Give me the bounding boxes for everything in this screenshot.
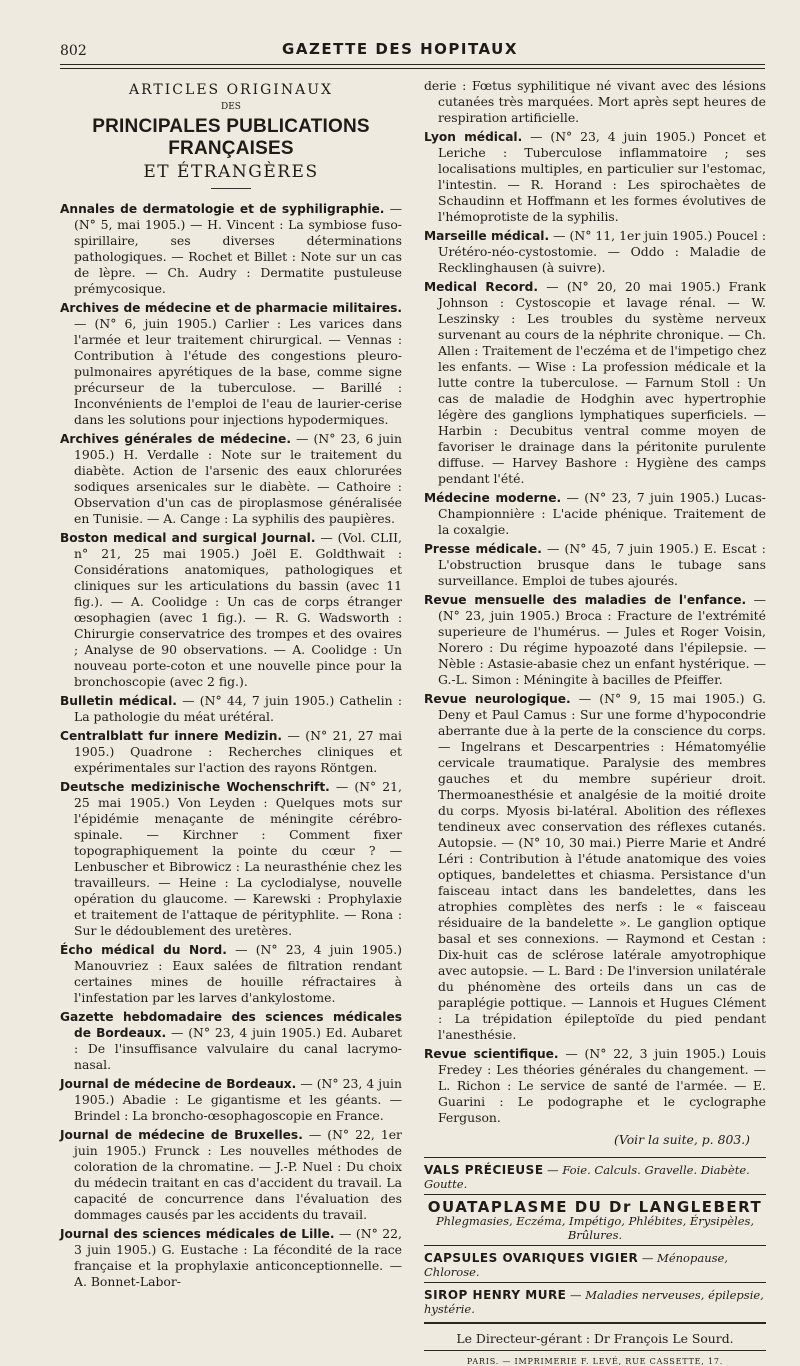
journal-title: Médecine moderne. <box>424 491 562 505</box>
running-title: GAZETTE DES HOPITAUX <box>282 40 518 58</box>
continued-note: (Voir la suite, p. 803.) <box>614 1132 750 1147</box>
journal-title: Revue scientifique. <box>424 1047 559 1061</box>
bibliography-entry <box>60 942 402 1006</box>
ad-sirop-name: SIROP HENRY MURE <box>424 1288 567 1302</box>
journal-title: Bulletin médical. <box>60 694 177 708</box>
journal-title: Annales de dermatologie et de syphiligraphie. <box>60 202 385 216</box>
entry-body: — (N° 23, 6 juin 1905.) H. Verdalle : Note sur le traitement du diabète. Action de l'arsenic des eaux chlorurées sodiques arsenicales sur le diabète. — Cathoire : Observation d'un cas de piroplasmose généralisée en Tunisie. — A. Cange : La syphilis des paupières. <box>74 431 403 526</box>
right-column <box>424 78 766 1366</box>
entry-body: — (N° 44, 7 juin 1905.) Cathelin : La pathologie du méat urétéral. <box>74 693 402 724</box>
entry-body: — (N° 23, 4 juin 1905.) Manouvriez : Eaux salées de filtration rendant certaines mines de houille réfractaires à l'infestation par les larves d'ankylostome. <box>74 942 402 1005</box>
bibliography-entry <box>60 300 402 428</box>
page-number: 802 <box>60 43 87 59</box>
bibliography-entry <box>60 530 402 690</box>
bibliography-entry <box>60 779 402 939</box>
journal-title: Revue mensuelle des maladies de l'enfance. <box>424 593 747 607</box>
ad-sirop <box>424 1282 766 1319</box>
bibliography-entry <box>60 201 402 297</box>
bibliography-entry <box>424 228 766 276</box>
entry-body: — (N° 23, 4 juin 1905.) Ed. Aubaret : De l'insuffisance valvulaire du canal lacrymo-nasal. <box>74 1025 402 1072</box>
bibliography-entry <box>424 279 766 487</box>
printer-line: PARIS. — IMPRIMERIE F. LEVÉ, RUE CASSETTE, 17. <box>424 1350 766 1366</box>
ad-vals-name: VALS PRÉCIEUSE <box>424 1163 544 1177</box>
entry-body: — (N° 23, 7 juin 1905.) Lucas-Championnière : L'acide phénique. Traitement de la coxalgie. <box>438 490 766 537</box>
journal-title: Journal de médecine de Bordeaux. <box>60 1077 297 1091</box>
journal-title: Centralblatt fur innere Medizin. <box>60 729 283 743</box>
entry-body: — (N° 20, 20 mai 1905.) Frank Johnson : Cystoscopie et lavage rénal. — W. Leszinsky : Les troubles du système nerveux survenant au cours de la néphrite chronique. — Ch. Allen : Traitement de l'eczéma et de l'impetigo chez les enfants. — Wise : La profession médicale et la lutte contre la tuberculose. — Farnum Stoll : Un cas de maladie de Hodghin avec hypertrophie légère des ganglions lymphatiques superficiels. — Harbin : Decubitus ventral comme moyen de favoriser le drainage dans la péritonite purulente diffuse. — Harvey Bashore : Hygiène des camps pendant l'été. <box>438 279 766 486</box>
entry-body: — (Vol. CLII, n° 21, 25 mai 1905.) Joël E. Goldthwait : Considérations anatomiques, pathologiques et cliniques sur les articulations du bassin (avec 11 fig.). — A. Coolidge : Un cas de corps étranger œsophagien (avec 1 fig.). — R. G. Wadsworth : Chirurgie conservatrice des trompes et des ovaires ; Analyse de 90 observations. — A. Coolidge : Un nouveau porte-coton et une nouvelle pince pour la bronchoscopie (avec 2 fig.). <box>74 530 402 689</box>
entry-body: — (N° 21, 25 mai 1905.) Von Leyden : Quelques mots sur l'épidémie menaçante de méningite cérébro-spinale. — Kirchner : Comment fixer topographiquement la pointe du cœur ? — Lenbuscher et Bibrowicz : La neurasthénie chez les travailleurs. — Heine : La cyclodialyse, nouvelle opération du glaucome. — Karewski : Prophylaxie et traitement de l'attaque de pérityphlite. — Rona : Sur le dédoublement des uretères. <box>74 779 402 938</box>
entry-body: derie : Fœtus syphilitique né vivant avec des lésions cutanées très marquées. Mort après sept heures de respiration artificielle. <box>424 78 766 125</box>
bibliography-entry <box>424 78 766 126</box>
ad-ouataplasme <box>424 1194 766 1245</box>
journal-title: Archives de médecine et de pharmacie militaires. <box>60 301 402 315</box>
section-des: DES <box>221 102 241 112</box>
bibliography-entry <box>60 693 402 725</box>
journal-title: Journal de médecine de Bruxelles. <box>60 1128 303 1142</box>
bibliography-entry <box>424 592 766 688</box>
entry-body: — (N° 23, 4 juin 1905.) Abadie : Le gigantisme et les géants. — Brindel : La broncho-œsophagoscopie en France. <box>74 1076 402 1123</box>
header-rule <box>60 64 765 65</box>
entry-body: — (N° 23, 4 juin 1905.) Poncet et Leriche : Tuberculose inflammatoire ; ses localisations multiples, en particulier sur l'estomac, l'intestin. — R. Horand : Les spirochaètes de Schaudinn et Hoffmann et les formes évolutives de l'hémoprotiste de la syphilis. <box>438 129 766 224</box>
left-entries <box>60 201 402 1290</box>
entry-body: — (N° 11, 1er juin 1905.) Poucel : Urétéro-néo-cystostomie. — Oddo : Maladie de Recklinghausen (à suivre). <box>438 228 767 275</box>
ad-capsules-name: CAPSULES OVARIQUES VIGIER <box>424 1251 639 1265</box>
director-line: Le Directeur-gérant : Dr François Le Sourd. <box>424 1322 766 1346</box>
bibliography-entry <box>424 691 766 1043</box>
bibliography-entry <box>60 431 402 527</box>
journal-title: Écho médical du Nord. <box>60 943 227 957</box>
bibliography-entry <box>60 728 402 776</box>
journal-title: Archives générales de médecine. <box>60 432 291 446</box>
bibliography-entry <box>60 1226 402 1290</box>
journal-title: Lyon médical. <box>424 130 523 144</box>
section-main-heading: PRINCIPALES PUBLICATIONS FRANÇAISES <box>92 116 370 159</box>
ad-capsules <box>424 1245 766 1282</box>
journal-title: Medical Record. <box>424 280 539 294</box>
ad-ouata-name: OUATAPLASME DU Dr LANGLEBERT <box>427 1198 763 1216</box>
journal-title: Marseille médical. <box>424 229 550 243</box>
entry-body: — (N° 6, juin 1905.) Carlier : Les varices dans l'armée et leur traitement chirurgical. — Vennas : Contribution à l'étude des congestions pleuro-pulmonaires apyrétiques de la base, comme signe précurseur de la tuberculose. — Barillé : Inconvénients de l'emploi de l'eau de laurier-cerise dans les solutions pour injections hypodermiques. <box>74 316 402 427</box>
ad-sirop-text: — Maladies nerveuses, épilepsie, hystérie. <box>424 1288 764 1316</box>
bibliography-entry <box>424 490 766 538</box>
entry-body: — (N° 22, 1er juin 1905.) Frunck : Les nouvelles méthodes de coloration de la chromatine. — J.-P. Nuel : Du choix du médecin traitant en cas d'accident du travail. La capacité de concurrence dans l'évaluation des dommages causés par les accidents du travail. <box>74 1127 402 1222</box>
bibliography-entry <box>60 1009 402 1073</box>
journal-title: Revue neurologique. <box>424 692 571 706</box>
left-column <box>60 78 402 1293</box>
bibliography-entry <box>424 1046 766 1126</box>
bibliography-entry <box>424 541 766 589</box>
bibliography-entry <box>424 129 766 225</box>
ad-vals-text: — Foie. Calculs. Gravelle. Diabète. Goutte. <box>424 1163 750 1191</box>
journal-title: Journal des sciences médicales de Lille. <box>60 1227 335 1241</box>
journal-title: Boston medical and surgical Journal. <box>60 531 316 545</box>
right-entries <box>424 78 766 1126</box>
ad-capsules-text: — Ménopause, Chlorose. <box>424 1251 728 1279</box>
ad-vals <box>424 1157 766 1194</box>
journal-title: Deutsche medizinische Wochenschrift. <box>60 780 330 794</box>
entry-body: — (N° 9, 15 mai 1905.) G. Deny et Paul Camus : Sur une forme d'hypocondrie aberrante due à la perte de la conscience du corps. — Ingelrans et Descarpentries : Hématomyélie cervicale traumatique. Paralysie des membres gauches et du membre supérieur droit. Thermoanesthésie et analgésie de la moitié droite du corps. Myosis bi-latéral. Abolition des réflexes tendineux avec conservation des réflexes cutanés. Autopsie. — (N° 10, 30 mai.) Pierre Marie et André Léri : Contribution à l'étude anatomique des voies optiques, bandelettes et chiasma. Persistance d'un faisceau intact dans les bandelettes, dans les atrophies complètes des nerfs : le « faisceau résiduaire de la bandelette ». Le ganglion optique basal et ses connexions. — Raymond et Cestan : Dix-huit cas de sclérose latérale amyotrophique avec autopsie. — L. Bard : De l'inversion unilatérale du phénomène des orteils dans un cas de paraplégie pottique. — Lannois et Hugues Clément : La trépidation épileptoïde du pied pendant l'anesthésie. <box>438 691 766 1042</box>
entry-body: — (N° 5, mai 1905.) — H. Vincent : La symbiose fuso-spirillaire, ses diverses déterminations pathologiques. — Rochet et Billet : Note sur un cas de lèpre. — Ch. Audry : Dermatite pustuleuse prémycosique. <box>74 201 402 296</box>
entry-body: — (N° 21, 27 mai 1905.) Quadrone : Recherches cliniques et expérimentales sur l'action des rayons Röntgen. <box>74 728 402 775</box>
ad-ouata-text: Phlegmasies, Eczéma, Impétigo, Phlébites, Érysipèles, Brûlures. <box>435 1214 755 1242</box>
section-title: ARTICLES ORIGINAUX <box>129 82 333 98</box>
bibliography-entry <box>60 1076 402 1124</box>
entry-body: — (N° 22, 3 juin 1905.) Louis Fredey : Les théories générales du changement. — L. Richon : Le service de santé de l'armée. — E. Guarini : Le podographe et le cyclographe Ferguson. <box>438 1046 766 1125</box>
journal-title: Presse médicale. <box>424 542 542 556</box>
heading-divider <box>211 188 251 189</box>
entry-body: — (N° 22, 3 juin 1905.) G. Eustache : La fécondité de la race française et la prophylaxie anticonceptionnelle. — A. Bonnet-Labor- <box>74 1226 402 1289</box>
header-rule-2 <box>60 68 765 69</box>
journal-title: Gazette hebdomadaire des sciences médicales de Bordeaux. <box>60 1010 402 1040</box>
entry-body: — (N° 23, juin 1905.) Broca : Fracture de l'extrémité superieure de l'humérus. — Jules et Roger Voisin, Norero : Du régime hypoazoté dans l'épilepsie. — Nèble : Astasie-abasie chez un enfant hystérique. — G.-L. Simon : Méningite à bacilles de Pfeiffer. <box>438 592 766 687</box>
bibliography-entry <box>60 1127 402 1223</box>
section-subheading: ET ÉTRANGÈRES <box>143 162 319 182</box>
entry-body: — (N° 45, 7 juin 1905.) E. Escat : L'obstruction brusque dans le tubage sans surveillance. Emploi de tubes ajourés. <box>438 541 766 588</box>
